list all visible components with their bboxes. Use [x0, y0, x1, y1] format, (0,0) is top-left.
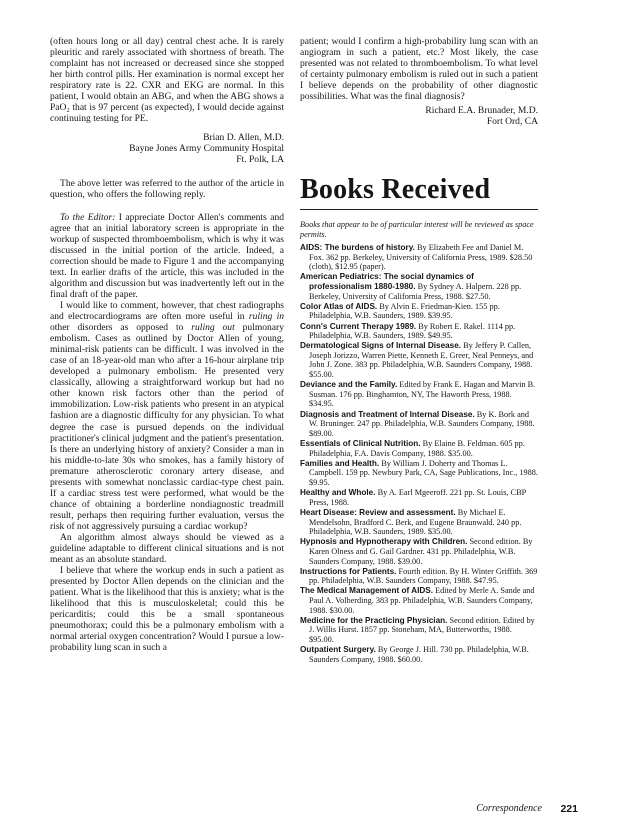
- book-entry: [300, 410, 538, 439]
- book-entry: [300, 272, 538, 301]
- page-number: 221: [560, 803, 578, 815]
- reply-continuation: patient; would I confirm a high-probability lung scan with an angiogram in such a patient, etc.? Most likely, the case presented was not related to thromboembolism. To what level of certainty pulmonary embolism is ruled out in such a patient I believe depends on the probability of other diagnostic possibilities. What was the final diagnosis?: [300, 36, 538, 103]
- reply-paragraph: I believe that where the workup ends in such a patient as presented by Doctor Allen depends on the clinician and the patient. What is the likelihood that this is anxiety; what is the likelihood that this is musculoskeletal; could this be pericarditis; could this be a small spontaneous pneumothorax; could this be a pulmonary embolism with a normal arterial oxygen concentration? Would I pursue a low-probability lung scan in such a: [50, 565, 284, 654]
- book-title: Medicine for the Practicing Physician.: [300, 615, 448, 625]
- reply-text: other disorders as opposed to: [50, 322, 192, 334]
- book-title: Dermatological Signs of Internal Disease.: [300, 341, 462, 351]
- book-entry: [300, 439, 538, 458]
- signature-name: Richard E.A. Brunader, M.D.: [425, 105, 538, 117]
- signature-location: Ft. Polk, LA: [236, 154, 284, 166]
- book-entry: [300, 459, 538, 488]
- book-details: Edited by Merle A. Sande and Paul A. Volberding. 383 pp. Philadelphia, W.B. Saunders Company, 1988. $30.00.: [309, 586, 535, 615]
- book-details: By Michael E. Mendelsohn, Bradford C. Berk, and Eugene Braunwald. 240 pp. Philadelphia, W.B. Saunders, 1989. $35.00.: [309, 507, 522, 537]
- signature-location: Fort Ord, CA: [486, 116, 538, 128]
- book-entry: [300, 537, 538, 566]
- book-entry: [300, 616, 538, 645]
- book-title: Instructions for Patients.: [300, 566, 397, 576]
- book-title: Deviance and the Family.: [300, 380, 398, 390]
- reply-paragraph: An algorithm almost always should be viewed as a guideline adaptable to different clinical situations and is not meant as an absolute standard.: [50, 531, 284, 566]
- reply-paragraph: [50, 300, 284, 532]
- book-entry: [300, 322, 538, 341]
- reply-salutation: To the Editor:: [60, 211, 116, 223]
- reply-text: I would like to comment, however, that chest radiographs and electrocardiograms are often more useful in: [50, 299, 284, 323]
- signature-name: Brian D. Allen, M.D.: [203, 132, 284, 144]
- running-footer-section: Correspondence: [476, 803, 542, 814]
- editor-note: The above letter was referred to the author of the article in question, who offers the following reply.: [50, 177, 284, 200]
- book-details: By Alvin E. Friedman-Kien. 155 pp. Philadelphia, W.B. Saunders, 1989. $39.95.: [309, 301, 500, 321]
- books-list: [300, 243, 538, 664]
- book-title: AIDS: The burdens of history.: [300, 242, 415, 252]
- book-entry: [300, 341, 538, 379]
- letter-paragraph: (often hours long or all day) central chest ache. It is rarely pleuritic and rarely associated with shortness of breath. The complaint has not increased or decreased since she stopped her birth control pills. Her examination is normal except her respiratory rate is 22. CXR and EKG are normal. In this patient, I would obtain an ABG, and when the ABG shows a PaO₂ that is 97 percent (as expected), I would decide against continuing testing for PE.: [50, 36, 284, 125]
- books-intro: Books that appear to be of particular interest will be reviewed as space permits.: [300, 220, 534, 240]
- book-title: The Medical Management of AIDS.: [300, 586, 433, 596]
- reply-text: pulmonary embolism. Cases as outlined by Doctor Allen of young, minimal-risk patients can be difficult. I was involved in the case of an 18-year-old man who after a 16-hour airplane trip developed a pulmonary embolism. He presented very classically, allowing a straightforward workup but had no other known risk factors other than the period of immobilization. Low-risk patients who present in an atypical fashion are a diagnostic difficulty for any physician. To what degree the case is pursued depends on the individual practitioner's clinical judgment and the patient's presentation. Is there an underlying history of anxiety? Consider a man in his middle-to-late 30s who smokes, has a family history of premature atherosclerotic coronary artery disease, and presents with somewhat nonclassic cardiac-type chest pain. If a cardiac stress test were performed, what would be the chance of obtaining a borderline nondiagnostic treadmill result, perhaps then requiring further evaluation, versus the risk of not aggressively pursuing a cardiac workup?: [50, 322, 284, 532]
- book-entry: [300, 567, 538, 586]
- book-entry: [300, 508, 538, 537]
- book-title: American Pediatrics: The social dynamics of professionalism 1880-1980.: [300, 272, 474, 291]
- book-title: Color Atlas of AIDS.: [300, 301, 378, 311]
- book-details: By Sydney A. Halpern. 228 pp. Berkeley, University of California Press, 1988. $27.50.: [309, 281, 522, 301]
- book-title: Outpatient Surgery.: [300, 645, 376, 655]
- book-entry: [300, 488, 538, 507]
- book-title: Families and Health.: [300, 458, 380, 468]
- book-entry: [300, 380, 538, 409]
- book-details: By Jeffery P. Callen, Joseph Jorizzo, Warren Piette, Kenneth E. Greer, Neal Penneys, and John J. Zone. 383 pp. Philadelphia, W.B. Saunders Company, 1988. $55.00.: [309, 341, 534, 380]
- reply-emphasis: ruling out: [191, 322, 235, 334]
- book-title: Diagnosis and Treatment of Internal Disease.: [300, 409, 475, 419]
- book-details: By Elaine B. Feldman. 605 pp. Philadelphia, F.A. Davis Company, 1988. $35.00.: [309, 439, 525, 458]
- book-title: Healthy and Whole.: [300, 488, 376, 498]
- book-details: Fourth edition. By H. Winter Griffith. 369 pp. Philadelphia, W.B. Saunders Company, 1988. $47.95.: [309, 566, 538, 586]
- book-details: By A. Earl Mgeeroff. 221 pp. St. Louis, CBP Press, 1988.: [309, 488, 526, 507]
- book-details: By Elizabeth Fee and Daniel M. Fox. 362 pp. Berkeley, University of California Press, 1989. $28.50 (cloth), $12.95 (paper).: [309, 242, 533, 272]
- book-title: Hypnosis and Hypnotherapy with Children.: [300, 537, 468, 547]
- letter-signature: [50, 132, 284, 165]
- reply-paragraph: [50, 212, 284, 300]
- book-entry: [300, 586, 538, 615]
- book-entry: [300, 645, 538, 664]
- book-entry: [300, 243, 538, 272]
- book-entry: [300, 302, 538, 321]
- book-details: By George J. Hill. 730 pp. Philadelphia, W.B. Saunders Company, 1988. $60.00.: [309, 645, 529, 664]
- book-title: Heart Disease: Review and assessment.: [300, 507, 456, 517]
- reply-signature: [300, 105, 538, 127]
- book-title: Essentials of Clinical Nutrition.: [300, 439, 421, 448]
- section-heading: Books Received: [300, 175, 538, 210]
- reply-emphasis: ruling in: [248, 311, 285, 323]
- book-details: Edited by Frank E. Hagan and Marvin B. Susman. 176 pp. Binghamton, NY, The Haworth Press, 1988. $34.95.: [309, 380, 536, 409]
- book-details: By William J. Doherty and Thomas L. Campbell. 159 pp. Newbury Park, CA, Sage Publications, Inc., 1988. $9.95.: [309, 458, 538, 487]
- signature-affiliation: Bayne Jones Army Community Hospital: [129, 143, 284, 155]
- reply-text: I appreciate Doctor Allen's comments and agree that an initial laboratory screen is appropriate in the workup of suspected thromboembolism, which is why it was discussed in the initial portion of the article. Indeed, a correction should be made to Figure 1 and the accompanying text. In earlier drafts of the article, this was included in the algorithm and discussion but was inadvertently left out in the final draft of the paper.: [50, 211, 284, 300]
- book-title: Conn's Current Therapy 1989.: [300, 321, 417, 331]
- right-column: [300, 36, 538, 664]
- book-details: By K. Bork and W. Bruninger. 247 pp. Philadelphia, W.B. Saunders Company, 1988. $89.00.: [309, 409, 535, 438]
- book-details: Second edition. Edited by J. Willis Hurst. 1857 pp. Stoneham, MA, Butterworths, 1988. $95.00.: [309, 615, 535, 645]
- book-details: By Robert E. Rakel. 1114 pp. Philadelphia, W.B. Saunders, 1989. $49.95.: [309, 321, 516, 341]
- book-details: Second edition. By Karen Olness and G. Gail Gardner. 431 pp. Philadelphia, W.B. Saunders Company, 1988. $39.00.: [309, 537, 533, 566]
- left-column: [50, 36, 284, 653]
